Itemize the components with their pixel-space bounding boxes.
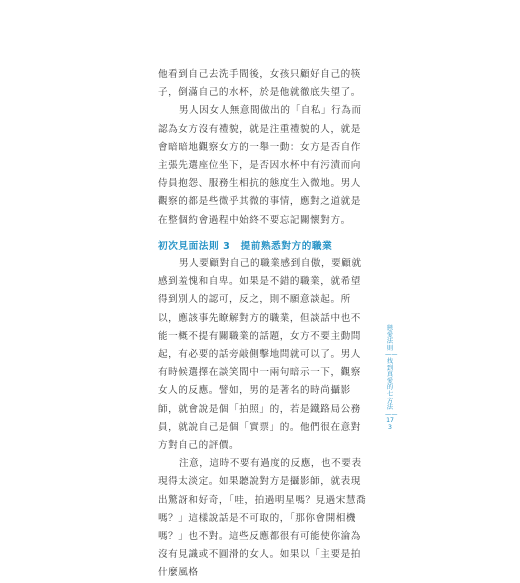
paragraph: 他看到自己去洗手間後，女孩只顧好自己的筷子，倒滿自己的水杯，於是他就徹底失望了。 [158,69,361,99]
section-heading: 初次見面法則 3 提前熟悉對方的職業 [158,241,333,252]
body-text-bottom [158,255,371,583]
body-text-top [158,66,371,230]
paragraph: 男人因女人無意間做出的「自私」行為而認為女方沒有禮貌，就是注重禮貌的人，就是會暗暗地觀察女方的一舉一動：女方是否自作主張先選座位坐下，是否因水杯中有污漬而向侍員抱怨、服務生相抗的態度生入微地。男人觀察的都是些微乎其微的事情，應對之道就是在整個約會過程中始終不要忘記關懷對方。 [158,105,362,226]
running-footer-page-number: 戀愛法則 ——找到真愛的七方法 —— 173 [385,325,398,431]
paragraph: 男人要顧對自己的職業感到自傲，要顧就感到羞愧和自卑。如果是不錯的職業，就希望得到別人的認可，反之，則不願意談起。所以，應該事先瞭解對方的職業，但談話中也不能一概不提有關職業的話題，女方不要主動問起，有必要的話旁敲側擊地問就可以了。男人有時候選擇在談笑間中一兩句暗示一下，觀察女人的反應。譬如，男的是著名的時尚攝影師，就會說是個「拍照」的，若是鐵路局公務員，就說自己是個「實票」的。他們很在意對方對自己的評價。 [158,258,362,452]
paragraph: 注意，這時不要有過度的反應，也不要表現得太淡定。如果聽說對方是攝影師，就表現出驚訝和好奇，「哇，拍過明星嗎？見過宋慧喬嗎？」這樣說話是不可取的，「那你會開相機嗎？」也不對。這些反應都很有可能使你淪為沒有見識或不圓滑的女人。如果以「主要是拍什麼風格 [158,458,367,579]
